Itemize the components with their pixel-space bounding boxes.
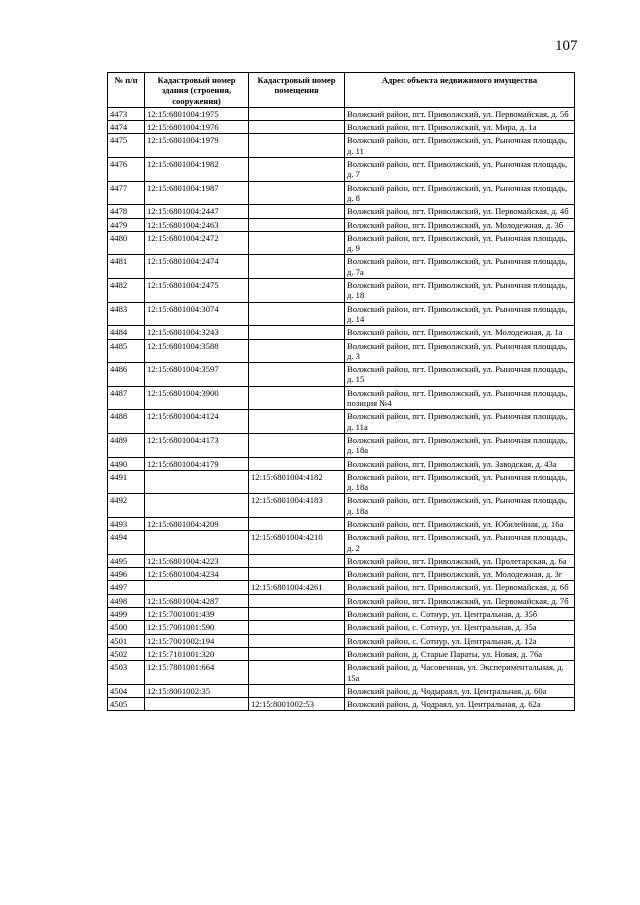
object-address: Волжский район, д. Часовенная, ул. Экспериментальная, д. 15а: [345, 661, 575, 685]
object-address: Волжский район, пгт. Приволжский, ул. Рыночная площадь, д. 9: [345, 231, 575, 255]
object-address: Волжский район, пгт. Приволжский, ул. Рыночная площадь, д. 3: [345, 339, 575, 363]
building-cadastral-number: 12:15:6801004:4173: [145, 433, 249, 457]
building-cadastral-number: 12:15:6801004:4234: [145, 568, 249, 581]
building-cadastral-number: 12:15:6801004:1976: [145, 121, 249, 134]
building-cadastral-number: 12:15:6801004:3243: [145, 326, 249, 339]
object-address: Волжский район, д. Чодыраял, ул. Центральная, д. 60а: [345, 684, 575, 697]
row-number: 4500: [108, 621, 145, 634]
row-number: 4487: [108, 386, 145, 410]
table-row: [108, 326, 575, 339]
object-address: Волжский район, пгт. Приволжский, ул. Рыночная площадь, д. 18а: [345, 433, 575, 457]
premise-cadastral-number: [249, 554, 345, 567]
table-row: [108, 181, 575, 205]
row-number: 4498: [108, 594, 145, 607]
premise-cadastral-number: [249, 279, 345, 303]
object-address: Волжский район, пгт. Приволжский, ул. Первомайская, д. 7б: [345, 594, 575, 607]
row-number: 4484: [108, 326, 145, 339]
premise-cadastral-number: [249, 363, 345, 387]
object-address: Волжский район, пгт. Приволжский, ул. Рыночная площадь, д. 18а: [345, 470, 575, 494]
table-row: [108, 218, 575, 231]
table-row: [108, 457, 575, 470]
table-row: [108, 568, 575, 581]
table-row: [108, 158, 575, 182]
premise-cadastral-number: [249, 433, 345, 457]
premise-cadastral-number: [249, 121, 345, 134]
premise-cadastral-number: [249, 158, 345, 182]
object-address: Волжский район, пгт. Приволжский, ул. Рыночная площадь, д. 2: [345, 531, 575, 555]
premise-cadastral-number: [249, 634, 345, 647]
row-number: 4503: [108, 661, 145, 685]
building-cadastral-number: 12:15:6801004:3900: [145, 386, 249, 410]
premise-cadastral-number: [249, 608, 345, 621]
table-header-row: [108, 73, 575, 108]
row-number: 4499: [108, 608, 145, 621]
table-row: [108, 581, 575, 594]
table-row: [108, 107, 575, 120]
row-number: 4477: [108, 181, 145, 205]
premise-cadastral-number: [249, 339, 345, 363]
header-address: Адрес объекта недвижимого имущества: [345, 73, 575, 108]
object-address: Волжский район, пгт. Приволжский, ул. Рыночная площадь, позиция №4: [345, 386, 575, 410]
object-address: Волжский район, пгт. Приволжский, ул. Рыночная площадь, д. 7: [345, 158, 575, 182]
header-building-cadastral: Кадастровый номер здания (строения, сооружения): [145, 73, 249, 108]
table-row: [108, 594, 575, 607]
table-row: [108, 517, 575, 530]
row-number: 4494: [108, 531, 145, 555]
row-number: 4496: [108, 568, 145, 581]
building-cadastral-number: 12:15:6801004:2475: [145, 279, 249, 303]
table-row: [108, 608, 575, 621]
object-address: Волжский район, пгт. Приволжский, ул. Молодежная, д. 3б: [345, 218, 575, 231]
object-address: Волжский район, пгт. Приволжский, ул. Молодежная, д. 3г: [345, 568, 575, 581]
building-cadastral-number: 12:15:6801004:4209: [145, 517, 249, 530]
premise-cadastral-number: [249, 517, 345, 530]
table-row: [108, 363, 575, 387]
table-row: [108, 231, 575, 255]
building-cadastral-number: 12:15:7801001:664: [145, 661, 249, 685]
table-row: [108, 698, 575, 711]
object-address: Волжский район, пгт. Приволжский, ул. Юбилейная, д. 16а: [345, 517, 575, 530]
page-number: 107: [555, 38, 578, 54]
row-number: 4481: [108, 255, 145, 279]
object-address: Волжский район, д. Чодраял, ул. Центральная, д. 62а: [345, 698, 575, 711]
row-number: 4482: [108, 279, 145, 303]
building-cadastral-number: 12:15:7001001:439: [145, 608, 249, 621]
building-cadastral-number: 12:15:6801004:3597: [145, 363, 249, 387]
building-cadastral-number: [145, 494, 249, 518]
building-cadastral-number: 12:15:6801004:4223: [145, 554, 249, 567]
table-row: [108, 621, 575, 634]
object-address: Волжский район, пгт. Приволжский, ул. Рыночная площадь, д. 7а: [345, 255, 575, 279]
table-row: [108, 302, 575, 326]
premise-cadastral-number: [249, 568, 345, 581]
row-number: 4504: [108, 684, 145, 697]
building-cadastral-number: 12:15:6801004:3074: [145, 302, 249, 326]
object-address: Волжский район, с. Сотнур, ул. Центральная, д. 12а: [345, 634, 575, 647]
table-row: [108, 554, 575, 567]
table-row: [108, 684, 575, 697]
building-cadastral-number: 12:15:6801004:1975: [145, 107, 249, 120]
premise-cadastral-number: 12:15:6801004:4210: [249, 531, 345, 555]
premise-cadastral-number: [249, 386, 345, 410]
row-number: 4483: [108, 302, 145, 326]
row-number: 4475: [108, 134, 145, 158]
premise-cadastral-number: [249, 218, 345, 231]
table-row: [108, 255, 575, 279]
row-number: 4490: [108, 457, 145, 470]
building-cadastral-number: 12:15:6801004:4124: [145, 410, 249, 434]
table-row: [108, 494, 575, 518]
object-address: Волжский район, пгт. Приволжский, ул. Первомайская, д. 6б: [345, 581, 575, 594]
row-number: 4497: [108, 581, 145, 594]
table-row: [108, 410, 575, 434]
object-address: Волжский район, пгт. Приволжский, ул. Рыночная площадь, д. 11: [345, 134, 575, 158]
row-number: 4476: [108, 158, 145, 182]
building-cadastral-number: 12:15:7001001:590: [145, 621, 249, 634]
object-address: Волжский район, д. Старые Параты, ул. Новая, д. 76а: [345, 647, 575, 660]
premise-cadastral-number: [249, 661, 345, 685]
premise-cadastral-number: [249, 457, 345, 470]
header-premise-cadastral: Кадастровый номер помещения: [249, 73, 345, 108]
table-row: [108, 433, 575, 457]
row-number: 4478: [108, 205, 145, 218]
property-registry-table: [107, 72, 575, 711]
object-address: Волжский район, пгт. Приволжский, ул. Пролетарская, д. 6а: [345, 554, 575, 567]
row-number: 4474: [108, 121, 145, 134]
object-address: Волжский район, пгт. Приволжский, ул. Рыночная площадь, д. 18а: [345, 494, 575, 518]
building-cadastral-number: 12:15:6801004:4179: [145, 457, 249, 470]
object-address: Волжский район, пгт. Приволжский, ул. Заводская, д. 43а: [345, 457, 575, 470]
table-row: [108, 279, 575, 303]
object-address: Волжский район, с. Сотнур, ул. Центральная, д. 35а: [345, 621, 575, 634]
table-row: [108, 531, 575, 555]
premise-cadastral-number: 12:15:8001002:53: [249, 698, 345, 711]
row-number: 4495: [108, 554, 145, 567]
premise-cadastral-number: [249, 231, 345, 255]
object-address: Волжский район, пгт. Приволжский, ул. Рыночная площадь, д. 11а: [345, 410, 575, 434]
building-cadastral-number: [145, 698, 249, 711]
object-address: Волжский район, с. Сотнур, ул. Центральная, д. 35б: [345, 608, 575, 621]
object-address: Волжский район, пгт. Приволжский, ул. Первомайская, д. 5б: [345, 107, 575, 120]
building-cadastral-number: 12:15:7001002:194: [145, 634, 249, 647]
row-number: 4492: [108, 494, 145, 518]
row-number: 4501: [108, 634, 145, 647]
premise-cadastral-number: [249, 647, 345, 660]
object-address: Волжский район, пгт. Приволжский, ул. Молодежная, д. 1а: [345, 326, 575, 339]
building-cadastral-number: 12:15:6801004:2474: [145, 255, 249, 279]
premise-cadastral-number: 12:15:6801004:4183: [249, 494, 345, 518]
row-number: 4480: [108, 231, 145, 255]
row-number: 4486: [108, 363, 145, 387]
row-number: 4493: [108, 517, 145, 530]
premise-cadastral-number: [249, 326, 345, 339]
premise-cadastral-number: [249, 181, 345, 205]
row-number: 4505: [108, 698, 145, 711]
premise-cadastral-number: [249, 205, 345, 218]
table-body: [108, 107, 575, 711]
premise-cadastral-number: [249, 302, 345, 326]
row-number: 4479: [108, 218, 145, 231]
header-number: № п/п: [108, 73, 145, 108]
object-address: Волжский район, пгт. Приволжский, ул. Первомайская, д. 4б: [345, 205, 575, 218]
object-address: Волжский район, пгт. Приволжский, ул. Рыночная площадь, д. 15: [345, 363, 575, 387]
row-number: 4502: [108, 647, 145, 660]
premise-cadastral-number: [249, 621, 345, 634]
building-cadastral-number: 12:15:6801004:3588: [145, 339, 249, 363]
table-row: [108, 386, 575, 410]
row-number: 4489: [108, 433, 145, 457]
table-row: [108, 647, 575, 660]
premise-cadastral-number: [249, 594, 345, 607]
object-address: Волжский район, пгт. Приволжский, ул. Рыночная площадь, д. 14: [345, 302, 575, 326]
building-cadastral-number: 12:15:8001002:35: [145, 684, 249, 697]
building-cadastral-number: 12:15:6801004:4287: [145, 594, 249, 607]
table-row: [108, 134, 575, 158]
object-address: Волжский район, пгт. Приволжский, ул. Рыночная площадь, д. 8: [345, 181, 575, 205]
premise-cadastral-number: [249, 134, 345, 158]
premise-cadastral-number: [249, 684, 345, 697]
premise-cadastral-number: 12:15:6801004:4182: [249, 470, 345, 494]
building-cadastral-number: [145, 581, 249, 594]
building-cadastral-number: 12:15:7101001:320: [145, 647, 249, 660]
table-row: [108, 634, 575, 647]
row-number: 4473: [108, 107, 145, 120]
building-cadastral-number: 12:15:6801004:1982: [145, 158, 249, 182]
premise-cadastral-number: [249, 107, 345, 120]
table-row: [108, 121, 575, 134]
building-cadastral-number: 12:15:6801004:2463: [145, 218, 249, 231]
building-cadastral-number: [145, 531, 249, 555]
table-row: [108, 205, 575, 218]
premise-cadastral-number: [249, 255, 345, 279]
building-cadastral-number: 12:15:6801004:2447: [145, 205, 249, 218]
building-cadastral-number: 12:15:6801004:1987: [145, 181, 249, 205]
table-row: [108, 339, 575, 363]
table-row: [108, 661, 575, 685]
building-cadastral-number: [145, 470, 249, 494]
row-number: 4485: [108, 339, 145, 363]
object-address: Волжский район, пгт. Приволжский, ул. Рыночная площадь, д. 18: [345, 279, 575, 303]
building-cadastral-number: 12:15:6801004:2472: [145, 231, 249, 255]
row-number: 4488: [108, 410, 145, 434]
premise-cadastral-number: 12:15:6801004:4261: [249, 581, 345, 594]
row-number: 4491: [108, 470, 145, 494]
table-row: [108, 470, 575, 494]
object-address: Волжский район, пгт. Приволжский, ул. Мира, д. 1а: [345, 121, 575, 134]
premise-cadastral-number: [249, 410, 345, 434]
building-cadastral-number: 12:15:6801004:1979: [145, 134, 249, 158]
